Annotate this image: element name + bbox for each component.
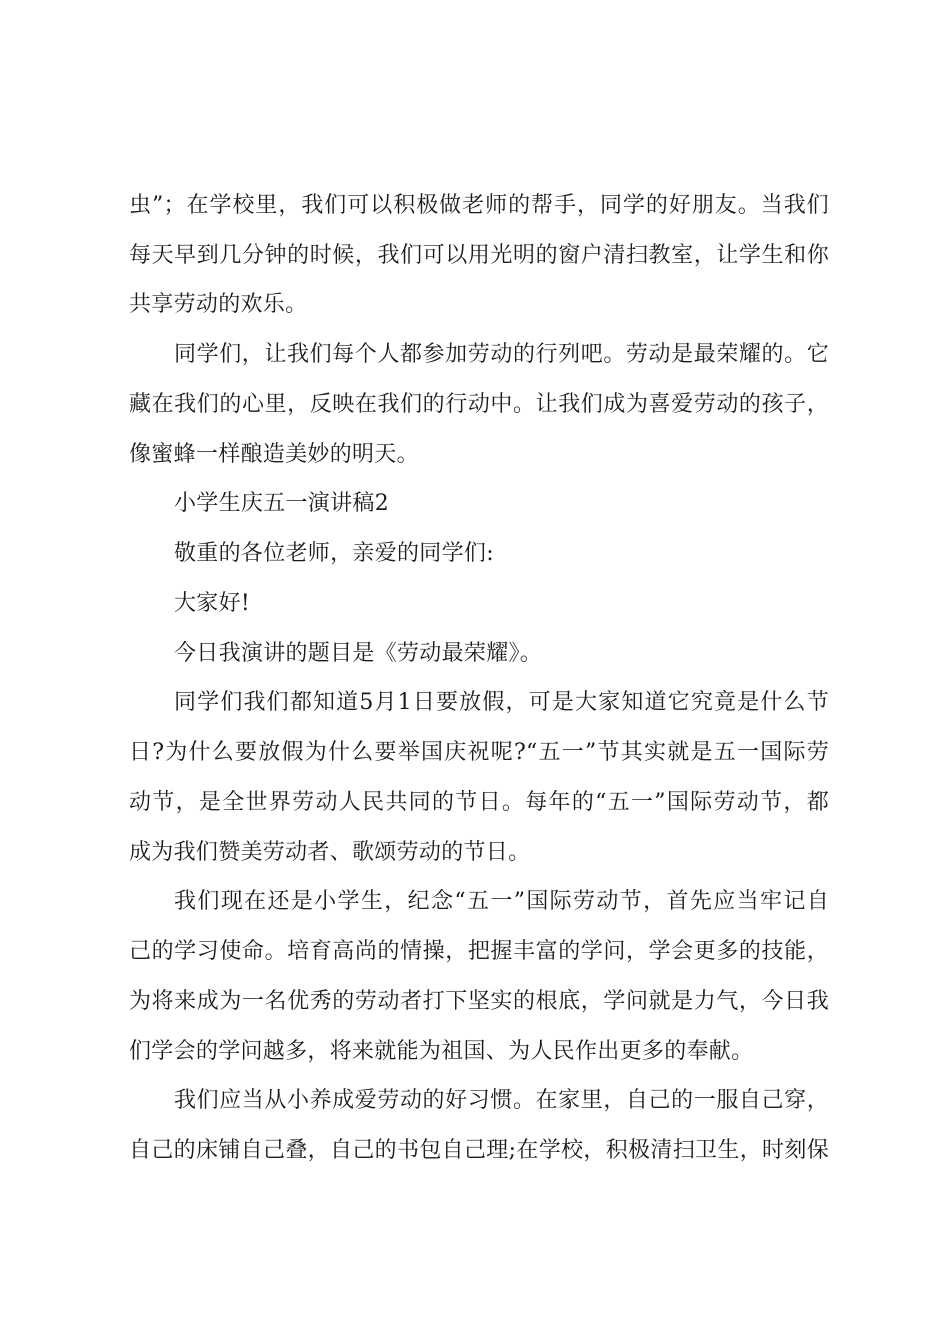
- text-line: 像蜜蜂一样酿造美妙的明天。: [129, 442, 419, 467]
- text-line: 每天早到几分钟的时候，我们可以用光明的窗户清扫教室，让学生和你: [129, 243, 829, 268]
- text-line: 藏在我们的心里，反映在我们的行动中。让我们成为喜爱劳动的孩子，: [129, 392, 829, 417]
- paragraph-start-line: 我们应当从小养成爱劳动的好习惯。在家里，自己的一服自己穿，: [174, 1088, 829, 1113]
- paragraph-start-line: 我们现在还是小学生，纪念“五一”国际劳动节，首先应当牢记自: [174, 889, 829, 914]
- text-line: 成为我们赞美劳动者、歌颂劳动的节日。: [129, 840, 531, 865]
- text-line: 己的学习使命。培育高尚的情操，把握丰富的学问，学会更多的技能，: [129, 939, 829, 964]
- text-line: 们学会的学问越多，将来就能为祖国、为人民作出更多的奉献。: [129, 1039, 754, 1064]
- text-line: 动节，是全世界劳动人民共同的节日。每年的“五一”国际劳动节，都: [129, 790, 829, 815]
- text-line: 为将来成为一名优秀的劳动者打下坚实的根底，学问就是力气，今日我: [129, 989, 829, 1014]
- section-heading: 小学生庆五一演讲稿2: [174, 491, 389, 516]
- text-line: 自己的床铺自己叠，自己的书包自己理;在学校，积极清扫卫生，时刻保: [129, 1138, 829, 1163]
- salutation: 敬重的各位老师，亲爱的同学们:: [174, 541, 494, 566]
- speech-topic: 今日我演讲的题目是《劳动最荣耀》。: [174, 641, 543, 666]
- paragraph-start-line: 同学们，让我们每个人都参加劳动的行列吧。劳动是最荣耀的。它: [174, 342, 829, 367]
- text-line: 日?为什么要放假为什么要举国庆祝呢?“五一”节其实就是五一国际劳: [129, 740, 829, 765]
- text-line: 虫”；在学校里，我们可以积极做老师的帮手，同学的好朋友。当我们: [129, 193, 829, 218]
- greeting: 大家好!: [174, 591, 251, 616]
- text-line: 共享劳动的欢乐。: [129, 292, 308, 317]
- paragraph-start-line: 同学们我们都知道5月1日要放假，可是大家知道它究竟是什么节: [174, 690, 829, 715]
